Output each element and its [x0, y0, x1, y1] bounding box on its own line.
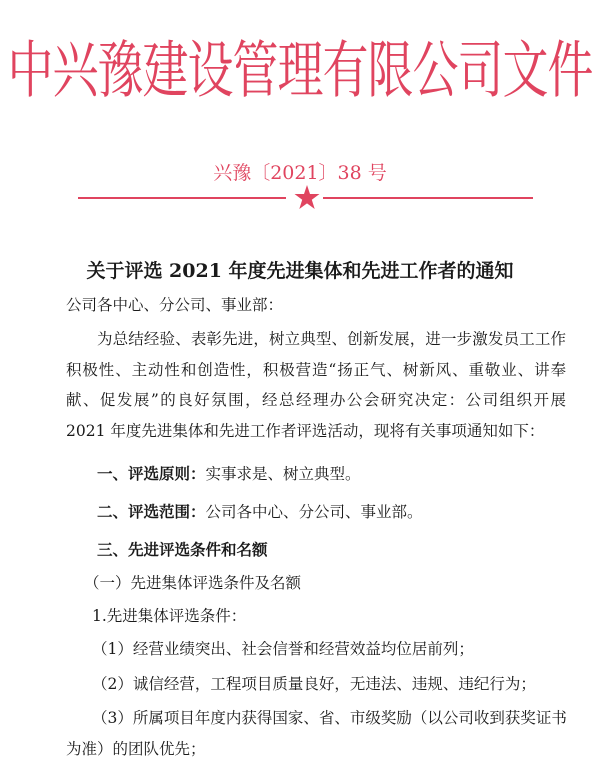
- item-principle-label: 一、评选原则：: [97, 464, 206, 483]
- condition-2: （2）诚信经营，工程项目质量良好，无违法、违规、违纪行为；: [92, 675, 536, 693]
- header-divider-left: [78, 197, 286, 199]
- item-conditions-heading-text: 三、先进评选条件和名额: [97, 540, 268, 559]
- intro-paragraph: 为总结经验、表彰先进，树立典型、创新发展，进一步激发员工工作积极性、主动性和创造性，积极营造“扬正气、树新风、重敬业、讲奉献、促发展”的良好氛围，经总经理办公会研究决定：公司组织开展 2021 年度先进集体和先进工作者评选活动，现将有关事项通知如下：: [66, 330, 566, 440]
- item-scope-label: 二、评选范围：: [97, 502, 206, 521]
- addressee: 公司各中心、分公司、事业部：: [66, 296, 284, 314]
- item-scope: [97, 500, 423, 524]
- condition-1: （1）经营业绩突出、社会信誉和经营效益均位居前列；: [92, 640, 474, 658]
- item-principle-text: 实事求是、树立典型。: [205, 465, 361, 483]
- sub-heading-collective: （一）先进集体评选条件及名额: [84, 574, 302, 592]
- star-icon: [294, 184, 320, 210]
- sub-heading-collective-conditions: 1.先进集体评选条件：: [92, 607, 247, 625]
- document-number: 兴豫〔2021〕38 号: [213, 162, 387, 184]
- condition-3-line-2: 为准）的团队优先；: [66, 740, 206, 758]
- item-scope-text: 公司各中心、分公司、事业部。: [205, 503, 423, 521]
- condition-3-line-1: （3）所属项目年度内获得国家、省、市级奖励（以公司收到获奖证书: [92, 709, 567, 727]
- header-divider-right: [323, 197, 533, 199]
- item-conditions-heading: [97, 538, 268, 562]
- org-header-title: 中兴豫建设管理有限公司文件: [7, 33, 593, 107]
- notice-title: 关于评选 2021 年度先进集体和先进工作者的通知: [86, 260, 514, 282]
- item-principle: [97, 462, 361, 486]
